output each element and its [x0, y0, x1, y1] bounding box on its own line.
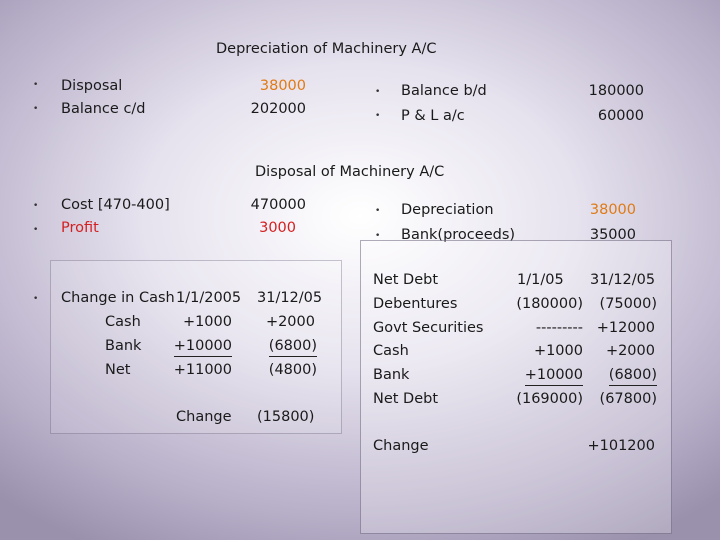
disposal-amount: 38000	[259, 78, 306, 94]
cash-row-v2: +2000	[265, 314, 315, 330]
disposal-label: Disposal	[61, 78, 123, 94]
pl-ac-amount: 60000	[597, 108, 644, 124]
net-row-label: Net	[105, 362, 131, 378]
debt-change-label: Change	[373, 438, 429, 454]
bullet: •	[375, 111, 381, 121]
depreciation-account-title: Depreciation of Machinery A/C	[216, 41, 437, 57]
depreciation-label: Depreciation	[401, 202, 494, 218]
balance-bd-amount: 180000	[588, 83, 644, 99]
bullet: •	[375, 206, 381, 216]
profit-amount: 3000	[259, 220, 296, 236]
debt-col2-header: 31/12/05	[590, 272, 656, 288]
bullet: •	[375, 231, 381, 241]
disposal-account-title: Disposal of Machinery A/C	[255, 164, 445, 180]
debt-bank-label: Bank	[373, 367, 410, 383]
balance-cd-label: Balance c/d	[61, 101, 146, 117]
debt-col1-header: 1/1/05	[517, 272, 564, 288]
debt-bank-v2: (6800)	[609, 366, 657, 386]
bullet: •	[33, 225, 39, 235]
bank-proceeds-label: Bank(proceeds)	[401, 227, 516, 243]
cash-row-label: Cash	[105, 314, 141, 330]
balance-cd-amount: 202000	[250, 101, 306, 117]
net-row-v1: +11000	[173, 362, 232, 378]
cash-change-value: (15800)	[257, 409, 315, 425]
net-debt-total-label: Net Debt	[373, 391, 439, 407]
cash-col1-header: 1/1/2005	[176, 290, 242, 306]
govt-securities-label: Govt Securities	[373, 320, 484, 336]
cost-amount: 470000	[250, 197, 306, 213]
net-debt-total-v1: (169000)	[516, 391, 583, 407]
cash-col2-header: 31/12/05	[257, 290, 323, 306]
debentures-v2: (75000)	[599, 296, 657, 312]
debt-cash-label: Cash	[373, 343, 409, 359]
bank-proceeds-amount: 35000	[589, 227, 636, 243]
change-in-cash-label: Change in Cash	[61, 290, 175, 306]
govt-securities-v2: +12000	[596, 320, 655, 336]
debt-change-value: +101200	[587, 438, 655, 454]
depreciation-amount: 38000	[589, 202, 636, 218]
debt-row-label: Net Debt	[373, 272, 439, 288]
cash-row-v1: +1000	[182, 314, 232, 330]
debt-bank-v1: +10000	[525, 366, 583, 386]
bank-row-v2: (6800)	[269, 337, 317, 357]
bullet: •	[33, 294, 39, 304]
debt-cash-v2: +2000	[605, 343, 655, 359]
debentures-label: Debentures	[373, 296, 458, 312]
profit-label: Profit	[61, 220, 99, 236]
pl-ac-label: P & L a/c	[401, 108, 465, 124]
cash-change-label: Change	[176, 409, 232, 425]
bullet: •	[375, 87, 381, 97]
bank-row-v1: +10000	[174, 337, 232, 357]
debentures-v1: (180000)	[516, 296, 583, 312]
bullet: •	[33, 104, 39, 114]
cost-label: Cost [470-400]	[61, 197, 170, 213]
bullet: •	[33, 201, 39, 211]
net-row-v2: (4800)	[268, 362, 317, 378]
net-debt-total-v2: (67800)	[599, 391, 657, 407]
govt-securities-v1: ---------	[535, 320, 583, 336]
debt-cash-v1: +1000	[533, 343, 583, 359]
bank-row-label: Bank	[105, 338, 142, 354]
bullet: •	[33, 80, 39, 90]
balance-bd-label: Balance b/d	[401, 83, 487, 99]
